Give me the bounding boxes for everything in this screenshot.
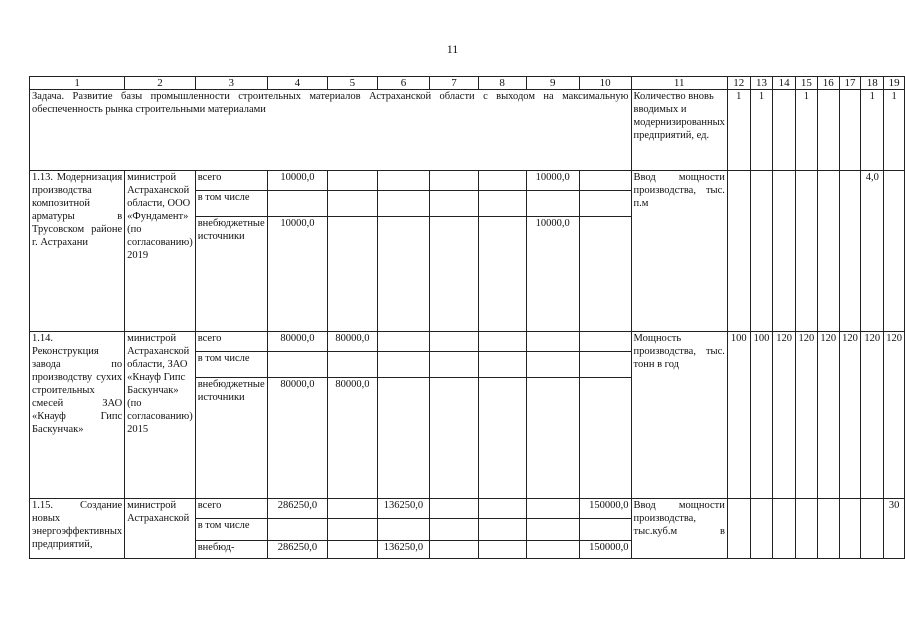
year-value: 4,0	[861, 171, 884, 332]
column-number-row	[30, 77, 905, 90]
year-value	[773, 499, 796, 559]
measure-row-1-15	[30, 499, 905, 519]
funding-type: всего	[195, 499, 267, 519]
header-cell: 18	[861, 77, 884, 90]
header-cell: 9	[526, 77, 579, 90]
amount-cell	[328, 541, 377, 559]
year-value	[839, 171, 861, 332]
header-cell: 10	[579, 77, 631, 90]
header-cell: 6	[377, 77, 430, 90]
task-text: Задача. Развитие базы промышленности строительных материалов Астраханской области с выходом на максимальную обеспеченность рынка строительными материалами	[30, 90, 632, 171]
year-value	[884, 171, 905, 332]
page-number: 11	[446, 42, 459, 56]
amount-cell	[430, 332, 478, 352]
funding-type: в том числе	[195, 191, 267, 217]
amount-cell	[430, 217, 478, 332]
amount-cell: 150000,0	[579, 541, 631, 559]
year-value: 1	[727, 90, 750, 171]
measure-indicator: Мощность производства, тыс. тонн в год	[631, 332, 727, 499]
year-value: 100	[750, 332, 773, 499]
year-value: 120	[817, 332, 839, 499]
year-value	[750, 499, 773, 559]
year-value: 120	[839, 332, 861, 499]
amount-cell: 10000,0	[526, 171, 579, 191]
header-cell: 1	[30, 77, 125, 90]
amount-cell: 136250,0	[377, 499, 430, 519]
year-value	[861, 499, 884, 559]
year-value	[795, 499, 817, 559]
amount-cell	[579, 378, 631, 499]
amount-cell	[526, 499, 579, 519]
year-value: 100	[727, 332, 750, 499]
amount-cell	[526, 541, 579, 559]
amount-cell	[478, 332, 526, 352]
amount-cell	[430, 541, 478, 559]
header-cell: 14	[773, 77, 796, 90]
amount-cell: 150000,0	[579, 499, 631, 519]
measure-executor: министрой Астраханской области, ЗАО «Кнауф Гипс Баскунчак» (по согласованию) 2015	[125, 332, 196, 499]
year-value: 120	[861, 332, 884, 499]
amount-cell	[430, 171, 478, 191]
header-cell: 3	[195, 77, 267, 90]
amount-cell	[478, 171, 526, 191]
amount-cell	[377, 217, 430, 332]
funding-type: внебюджетные источники	[195, 217, 267, 332]
year-value: 1	[861, 90, 884, 171]
year-value: 120	[773, 332, 796, 499]
amount-cell	[430, 499, 478, 519]
amount-cell	[579, 217, 631, 332]
year-value	[839, 90, 861, 171]
amount-cell	[526, 332, 579, 352]
year-value	[817, 171, 839, 332]
year-value: 120	[795, 332, 817, 499]
measure-name: 1.15. Создание новых энергоэффективных предприятий,	[30, 499, 125, 559]
amount-cell: 80000,0	[267, 378, 328, 499]
measure-name: 1.14. Реконструкция завода по производству сухих строительных смесей ЗАО «Кнауф Гипс Баскунчак»	[30, 332, 125, 499]
header-cell: 17	[839, 77, 861, 90]
funding-type: внебюджетные источники	[195, 378, 267, 499]
amount-cell	[579, 332, 631, 352]
amount-cell	[377, 378, 430, 499]
header-cell: 13	[750, 77, 773, 90]
measure-row-1-13	[30, 171, 905, 191]
amount-cell: 10000,0	[526, 217, 579, 332]
amount-cell	[526, 378, 579, 499]
amount-cell: 80000,0	[267, 332, 328, 352]
amount-cell: 10000,0	[267, 171, 328, 191]
year-value	[727, 171, 750, 332]
measure-executor: министрой Астраханской области, ООО «Фундамент» (по согласованию) 2019	[125, 171, 196, 332]
header-cell: 5	[328, 77, 377, 90]
year-value	[817, 499, 839, 559]
measure-indicator: Ввод мощности производства, тыс. п.м	[631, 171, 727, 332]
amount-cell: 80000,0	[328, 332, 377, 352]
amount-cell: 286250,0	[267, 499, 328, 519]
program-measures-table	[29, 76, 905, 559]
amount-cell	[478, 499, 526, 519]
header-cell: 12	[727, 77, 750, 90]
header-cell: 8	[478, 77, 526, 90]
year-value: 120	[884, 332, 905, 499]
year-value	[839, 499, 861, 559]
amount-cell	[328, 171, 377, 191]
funding-type: внебюд-	[195, 541, 267, 559]
year-value	[773, 90, 796, 171]
amount-cell	[579, 171, 631, 191]
amount-cell: 286250,0	[267, 541, 328, 559]
year-value	[727, 499, 750, 559]
header-cell: 7	[430, 77, 478, 90]
amount-cell	[328, 217, 377, 332]
amount-cell: 10000,0	[267, 217, 328, 332]
year-value: 1	[884, 90, 905, 171]
amount-cell	[328, 499, 377, 519]
amount-cell	[478, 217, 526, 332]
header-cell: 16	[817, 77, 839, 90]
header-cell: 4	[267, 77, 328, 90]
task-row	[30, 90, 905, 171]
amount-cell: 80000,0	[328, 378, 377, 499]
amount-cell	[430, 378, 478, 499]
header-cell: 15	[795, 77, 817, 90]
year-value: 30	[884, 499, 905, 559]
year-value: 1	[795, 90, 817, 171]
year-value	[817, 90, 839, 171]
year-value	[750, 171, 773, 332]
header-cell: 11	[631, 77, 727, 90]
measure-name: 1.13. Модернизация производства композитной арматуры в Трусовском районе г. Астрахани	[30, 171, 125, 332]
measure-row-1-14	[30, 332, 905, 352]
amount-cell	[478, 378, 526, 499]
amount-cell: 136250,0	[377, 541, 430, 559]
year-value	[773, 171, 796, 332]
amount-cell	[377, 171, 430, 191]
funding-type: всего	[195, 332, 267, 352]
amount-cell	[377, 332, 430, 352]
measure-indicator: Ввод мощности производства, тыс.куб.м в	[631, 499, 727, 559]
funding-type: всего	[195, 171, 267, 191]
year-value: 1	[750, 90, 773, 171]
task-indicator: Количество вновь вводимых и модернизированных предприятий, ед.	[631, 90, 727, 171]
funding-type: в том числе	[195, 519, 267, 541]
funding-type: в том числе	[195, 352, 267, 378]
measure-executor: министрой Астраханской	[125, 499, 196, 559]
amount-cell	[478, 541, 526, 559]
header-cell: 2	[125, 77, 196, 90]
header-cell: 19	[884, 77, 905, 90]
year-value	[795, 171, 817, 332]
